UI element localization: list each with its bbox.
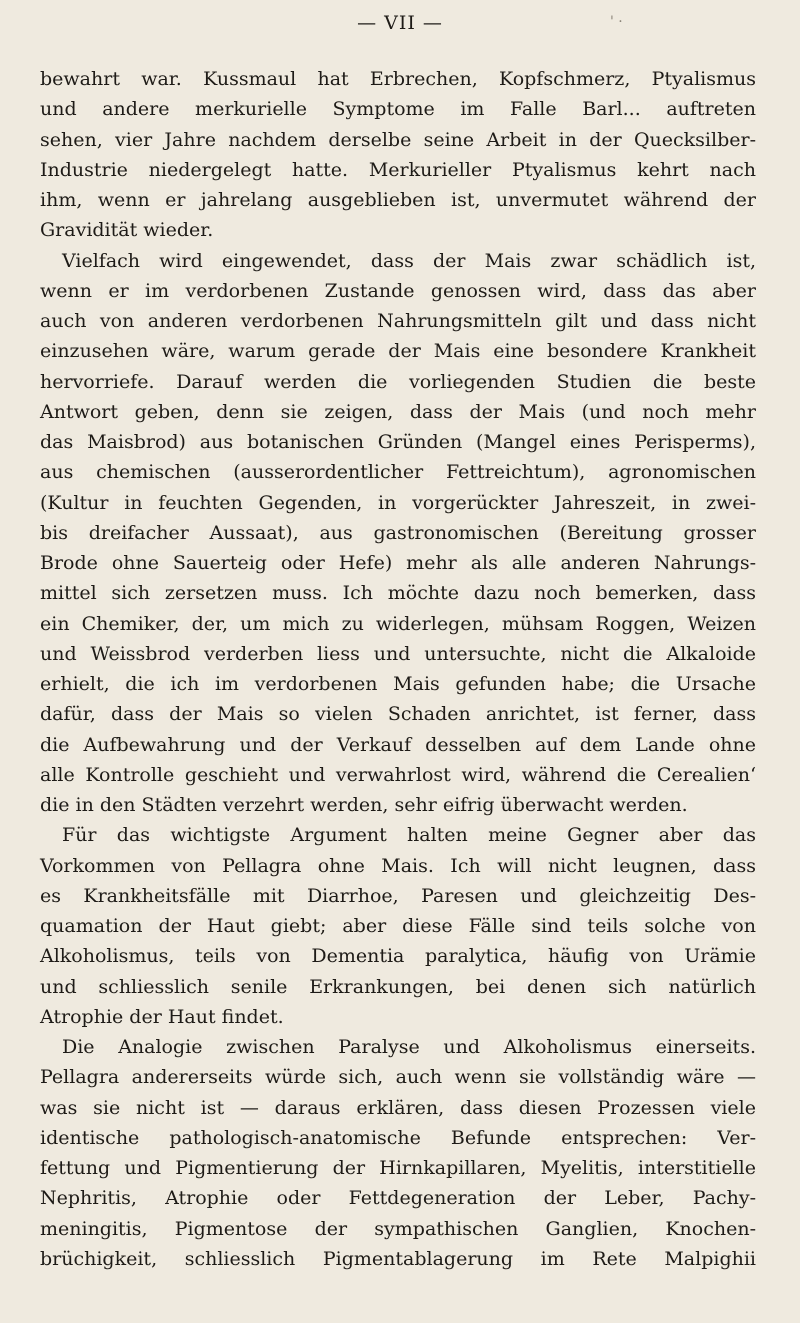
text-line: und Weissbrod verderben liess und untersuchte, nicht die Alkaloide (40, 642, 756, 665)
text-line: Alkoholismus, teils von Dementia paralytica, häufig von Urämie (40, 945, 756, 968)
text-line: auch von anderen verdorbenen Nahrungsmitteln gilt und dass nicht (40, 310, 756, 332)
text-line: mittel sich zersetzen muss. Ich möchte dazu noch bemerken, dass (40, 582, 756, 605)
text-line: fettung und Pigmentierung der Hirnkapillaren, Myelitis, interstitielle (40, 1157, 756, 1179)
text-line: (Kultur in feuchten Gegenden, in vorgerückter Jahreszeit, in zwei- (40, 491, 756, 514)
text-line: ihm, wenn er jahrelang ausgeblieben ist, unvermutet während der (40, 189, 756, 211)
text-line: das Maisbrod) aus botanischen Gründen (Mangel eines Perisperms), (40, 431, 756, 453)
text-line: Gravidität wieder. (40, 219, 214, 242)
text-line: Pellagra andererseits würde sich, auch wenn sie vollständig wäre — (40, 1066, 756, 1089)
text-line: Atrophie der Haut findet. (40, 1005, 284, 1028)
text-line: und schliesslich senile Erkrankungen, bei denen sich natürlich (40, 975, 756, 998)
text-line: Für das wichtigste Argument halten meine Gegner aber das (62, 824, 756, 847)
text-line: dafür, dass der Mais so vielen Schaden anrichtet, ist ferner, dass (40, 703, 756, 726)
body-text (40, 64, 756, 1274)
text-line: Brode ohne Sauerteig oder Hefe) mehr als alle anderen Nahrungs- (40, 552, 756, 574)
text-line: quamation der Haut giebt; aber diese Fälle sind teils solche von (40, 915, 756, 937)
text-line: einzusehen wäre, warum gerade der Mais eine besondere Krankheit (40, 340, 756, 363)
text-line: hervorriefe. Darauf werden die vorliegenden Studien die beste (40, 370, 756, 393)
text-line: was sie nicht ist — daraus erklären, dass diesen Prozessen viele (40, 1096, 756, 1119)
text-line: Nephritis, Atrophie oder Fettdegeneration der Leber, Pachy- (40, 1187, 756, 1210)
text-line: alle Kontrolle geschieht und verwahrlost wird, während die Cerealien‘ (40, 763, 756, 786)
text-line: die in den Städten verzehrt werden, sehr eifrig überwacht werden. (40, 794, 688, 816)
text-line: brüchigkeit, schliesslich Pigmentablagerung im Rete Malpighii (40, 1247, 756, 1270)
text-line: Antwort geben, denn sie zeigen, dass der Mais (und noch mehr (40, 400, 756, 423)
text-line: die Aufbewahrung und der Verkauf desselben auf dem Lande ohne (40, 733, 756, 756)
text-line: identische pathologisch-anatomische Befunde entsprechen: Ver- (40, 1126, 756, 1149)
page-mark: ' · (610, 14, 623, 30)
text-line: wenn er im verdorbenen Zustande genossen wird, dass das aber (40, 279, 756, 302)
text-line: Die Analogie zwischen Paralyse und Alkoholismus einerseits. (62, 1036, 756, 1058)
text-line: meningitis, Pigmentose der sympathischen Ganglien, Knochen- (40, 1217, 756, 1240)
text-line: sehen, vier Jahre nachdem derselbe seine Arbeit in der Quecksilber- (40, 128, 756, 151)
text-line: Industrie niedergelegt hatte. Merkurieller Ptyalismus kehrt nach (40, 158, 756, 181)
text-line: Vielfach wird eingewendet, dass der Mais zwar schädlich ist, (62, 249, 756, 272)
text-line: erhielt, die ich im verdorbenen Mais gefunden habe; die Ursache (40, 673, 756, 695)
text-line: und andere merkurielle Symptome im Falle Barl... auftreten (40, 98, 756, 121)
text-line: aus chemischen (ausserordentlicher Fettreichtum), agronomischen (40, 461, 756, 484)
text-line: bewahrt war. Kussmaul hat Erbrechen, Kopfschmerz, Ptyalismus (40, 68, 756, 90)
text-line: es Krankheitsfälle mit Diarrhoe, Paresen und gleichzeitig Des- (40, 884, 756, 907)
text-line: bis dreifacher Aussaat), aus gastronomischen (Bereitung grosser (40, 521, 756, 544)
text-line: ein Chemiker, der, um mich zu widerlegen, mühsam Roggen, Weizen (40, 612, 756, 635)
page-number: — VII — (357, 12, 443, 34)
text-line: Vorkommen von Pellagra ohne Mais. Ich will nicht leugnen, dass (40, 854, 756, 877)
